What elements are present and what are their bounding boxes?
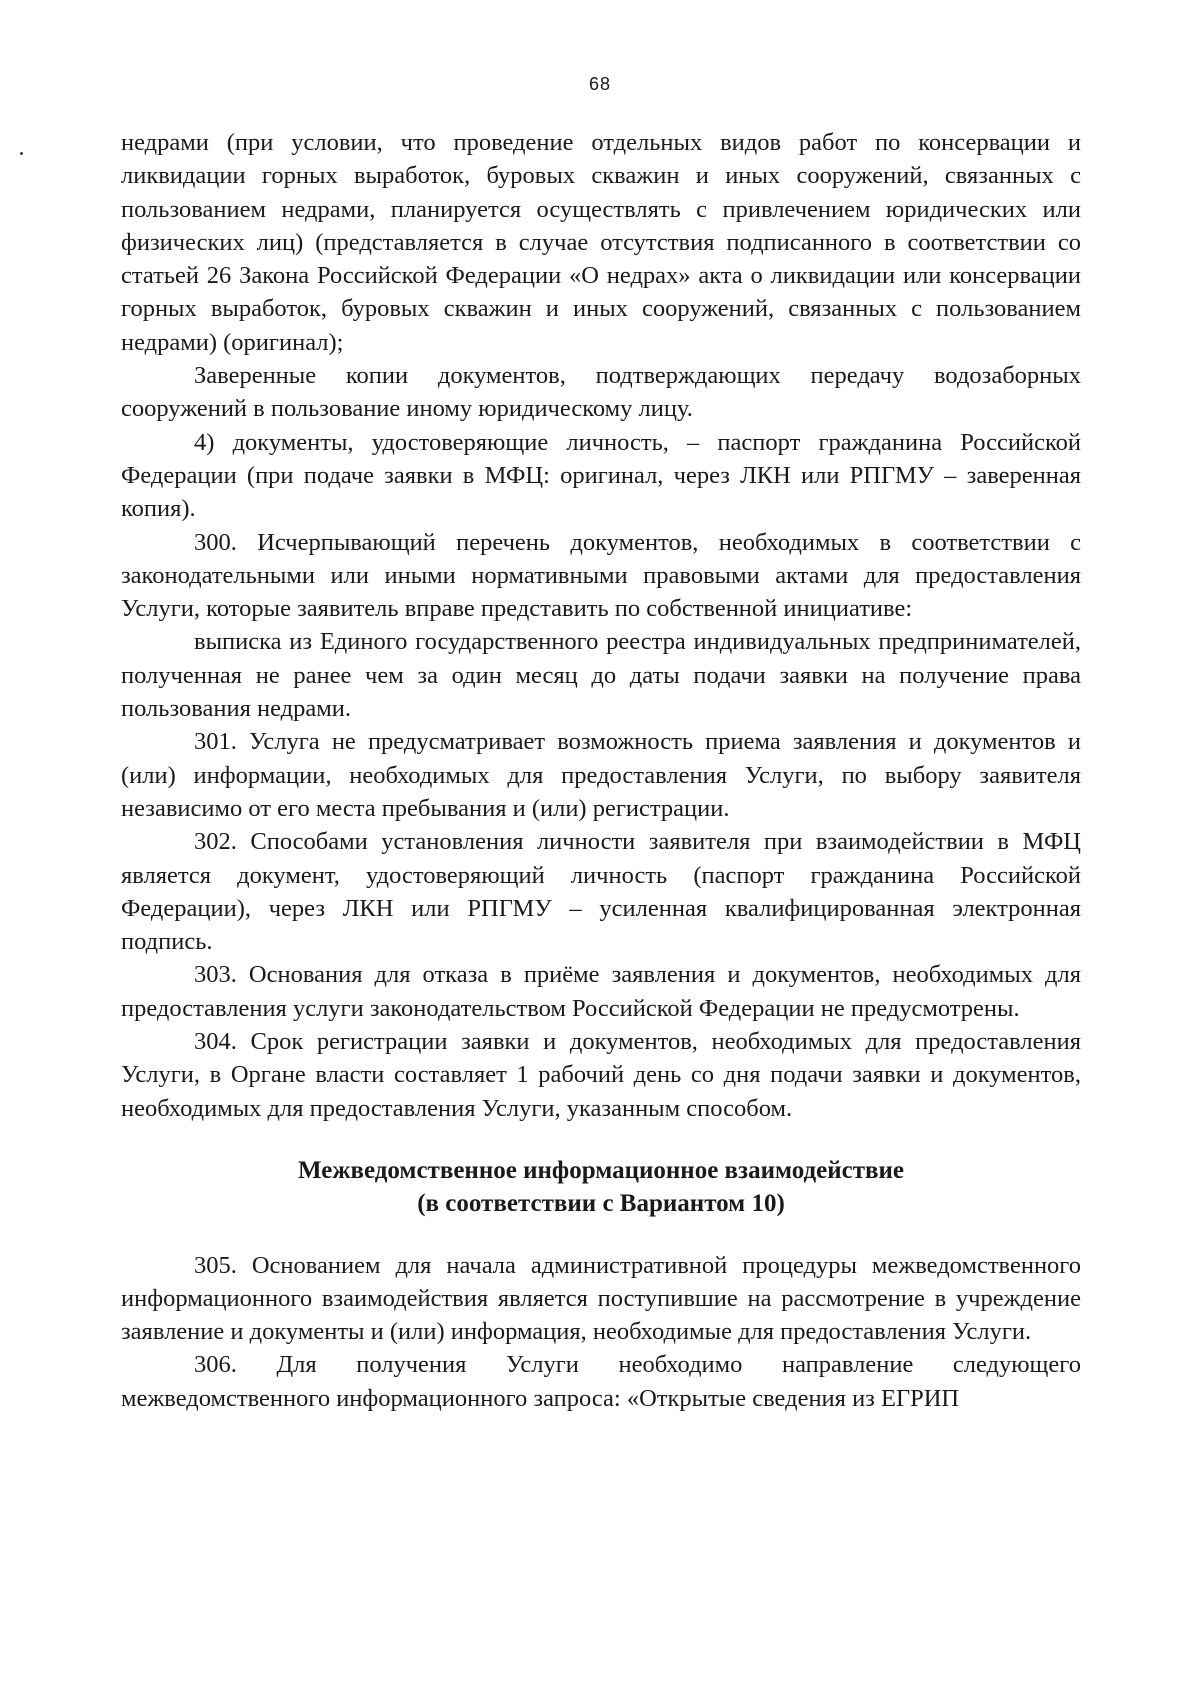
document-body (121, 126, 1081, 1415)
paragraph-306: 306. Для получения Услуги необходимо направление следующего межведомственного информационного запроса: «Открытые сведения из ЕГРИП (121, 1351, 1081, 1412)
paragraph-nedra-continuation: недрами (при условии, что проведение отдельных видов работ по консервации и ликвидации горных выработок, буровых скважин и иных сооружений, связанных с пользованием недрами, планируется осуществлять с привлечением юридических или физических лиц) (представляется в случае отсутствия подписанного в соответствии со статьей 26 Закона Российской Федерации «О недрах» акта о ликвидации или консервации горных выработок, буровых скважин и иных сооружений, связанных с пользованием недрами) (оригинал); (121, 129, 1081, 356)
paragraph-identity-docs: 4) документы, удостоверяющие личность, – паспорт гражданина Российской Федерации (при подаче заявки в МФЦ: оригинал, через ЛКН или РПГМУ – заверенная копия). (121, 428, 1081, 523)
scan-speck (20, 152, 23, 155)
paragraph-302: 302. Способами установления личности заявителя при взаимодействии в МФЦ является документ, удостоверяющий личность (паспорт гражданина Российской Федерации), через ЛКН или РПГМУ – усиленная квалифицированная электронная подпись. (121, 828, 1081, 956)
section-heading-line-2: (в соответствии с Вариантом 10) (417, 1190, 785, 1218)
paragraph-305: 305. Основанием для начала административной процедуры межведомственного информационного взаимодействия является поступившие на рассмотрение в учреждение заявление и документы и (или) информация, необходимые для предоставления Услуги. (121, 1251, 1081, 1346)
paragraph-301: 301. Услуга не предусматривает возможность приема заявления и документов и (или) информации, необходимых для предоставления Услуги, по выбору заявителя независимо от его места пребывания и (или) регистрации. (121, 728, 1081, 822)
paragraph-certified-copies: Заверенные копии документов, подтверждающих передачу водозаборных сооружений в пользование иному юридическому лицу. (121, 362, 1081, 423)
section-heading-line-1: Межведомственное информационное взаимодействие (298, 1156, 904, 1184)
page-number: 68 (588, 74, 612, 94)
section-heading (121, 1154, 1081, 1221)
paragraph-300: 300. Исчерпывающий перечень документов, необходимых в соответствии с законодательными или иными нормативными правовыми актами для предоставления Услуги, которые заявитель вправе представить по собственной инициативе: (121, 528, 1081, 623)
paragraph-304: 304. Срок регистрации заявки и документов, необходимых для предоставления Услуги, в Органе власти составляет 1 рабочий день со дня подачи заявки и документов, необходимых для предоставления Услуги, указанным способом. (121, 1028, 1081, 1122)
paragraph-egrip-extract: выписка из Единого государственного реестра индивидуальных предпринимателей, полученная не ранее чем за один месяц до даты подачи заявки на получение права пользования недрами. (121, 628, 1081, 723)
paragraph-303: 303. Основания для отказа в приёме заявления и документов, необходимых для предоставления услуги законодательством Российской Федерации не предусмотрены. (121, 961, 1081, 1022)
